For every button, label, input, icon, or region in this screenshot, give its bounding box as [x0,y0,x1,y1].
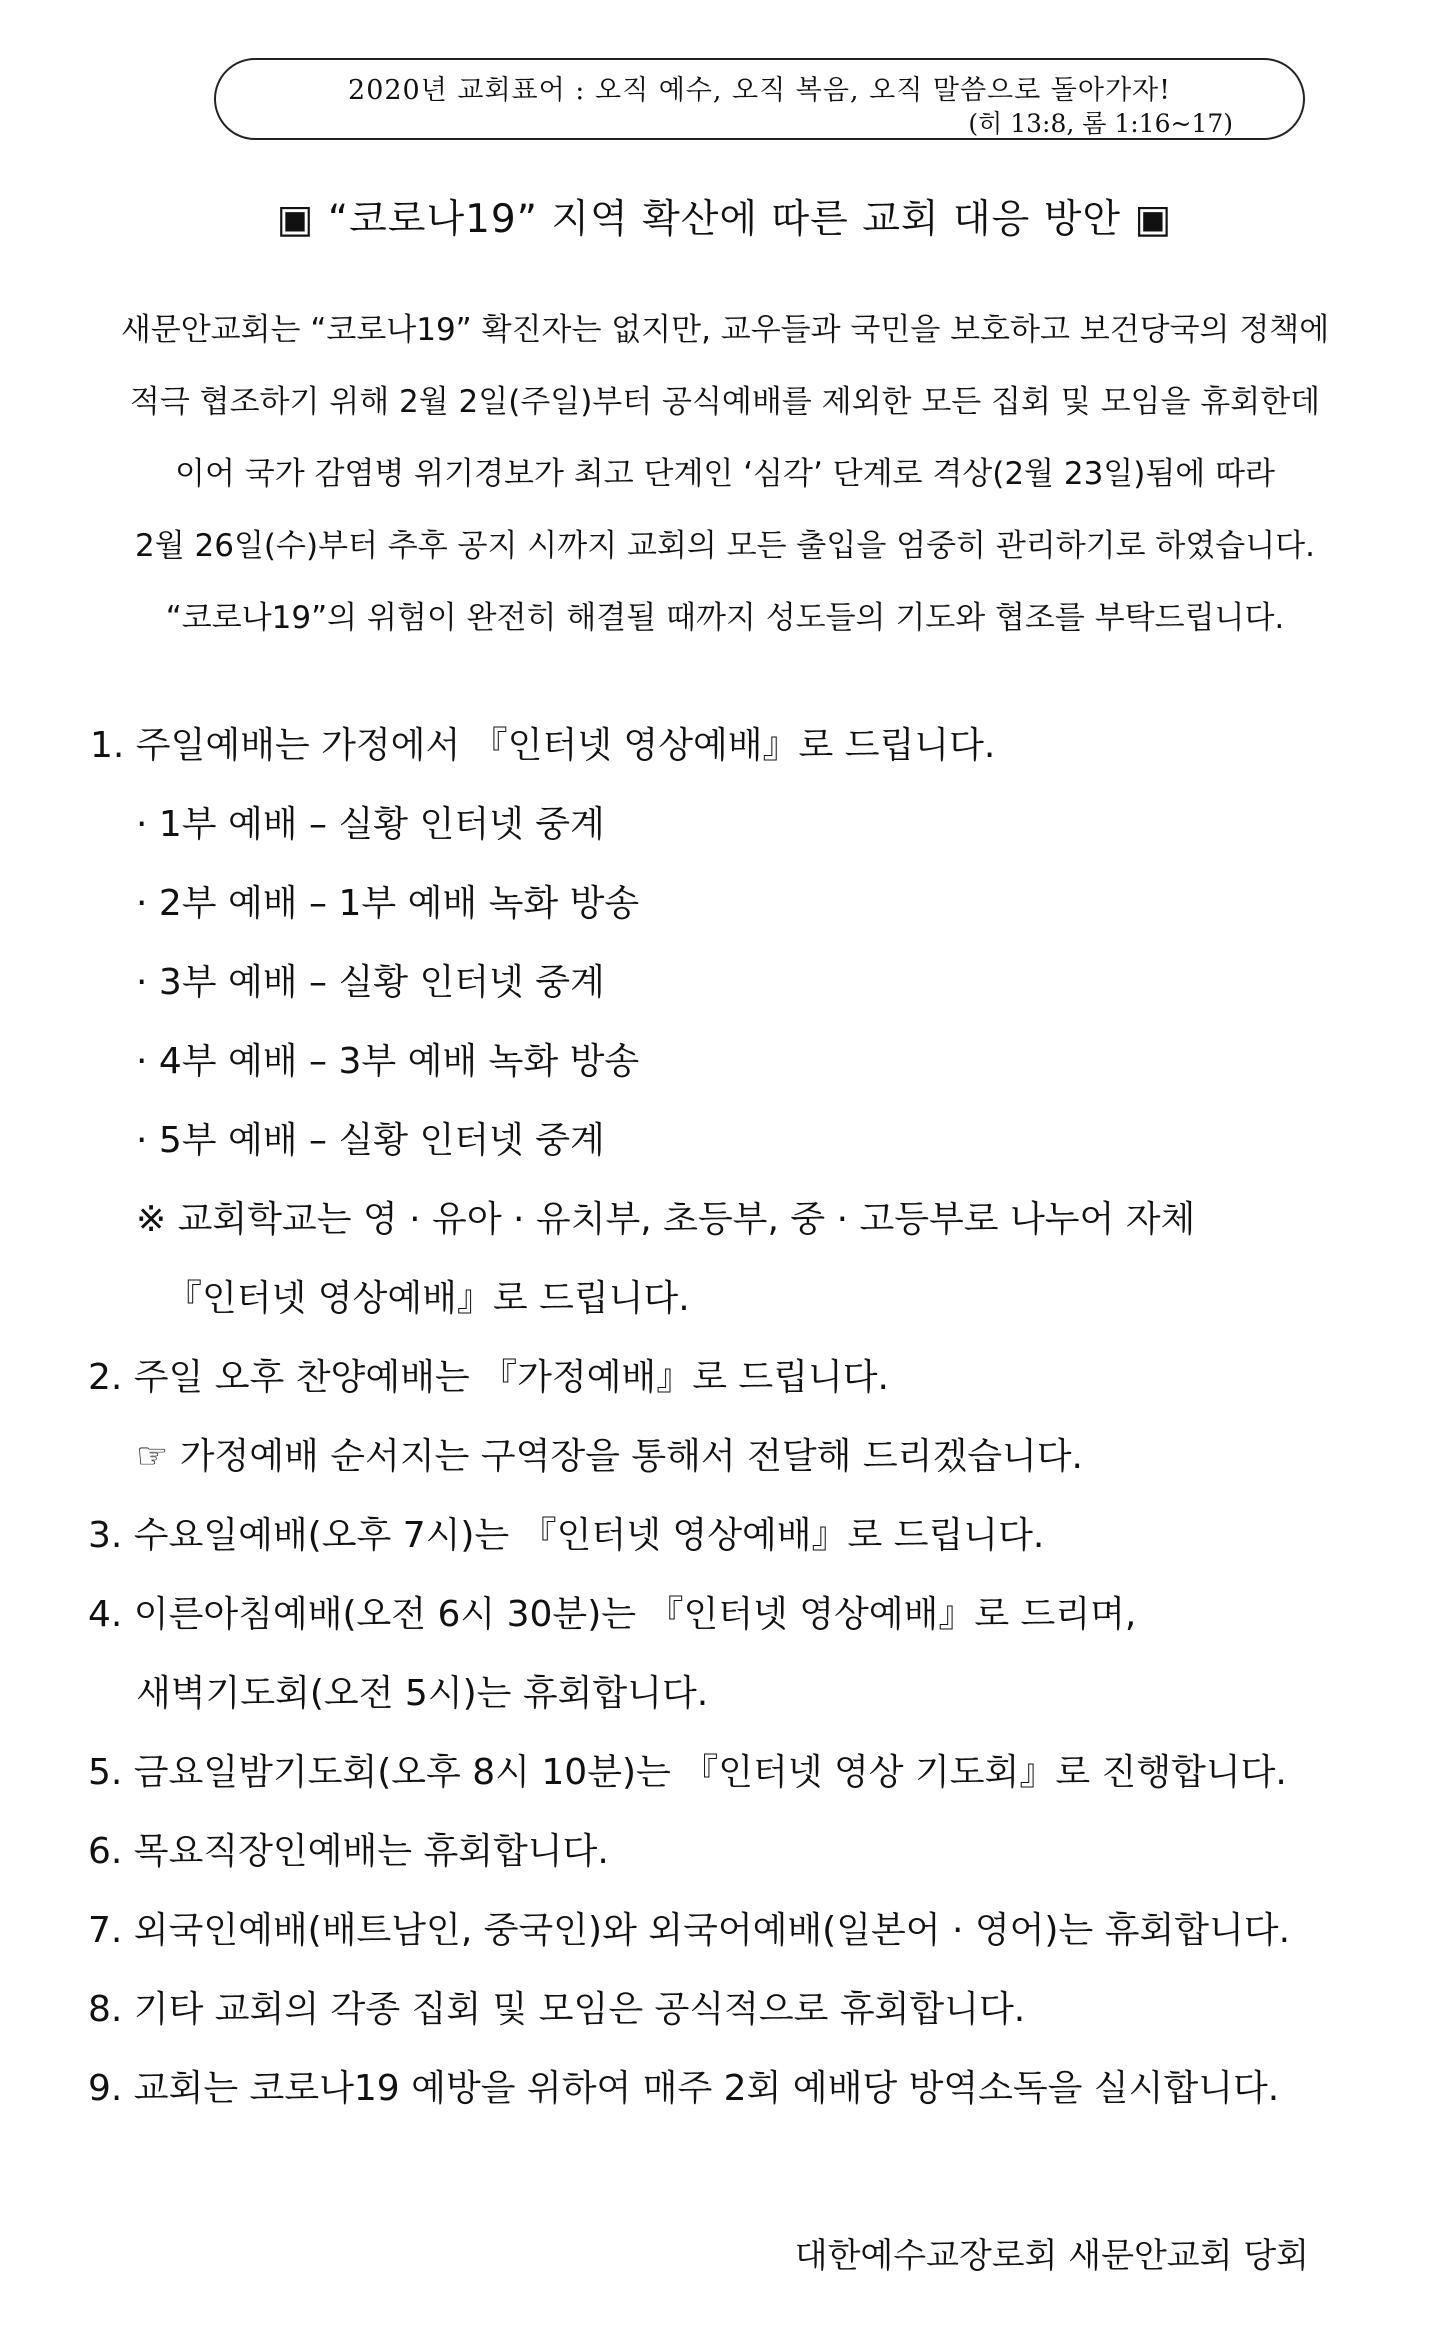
intro-line: 적극 협조하기 위해 2월 2일(주일)부터 공식예배를 제외한 모든 집회 및 모임을 휴회한데 [129,384,1321,420]
intro-line: “코로나19”의 위험이 완전히 해결될 때까지 성도들의 기도와 협조를 부탁드립니다. [165,600,1285,636]
list-subitem: · 2부 예배 – 1부 예배 녹화 방송 [136,883,640,924]
list-item: 4. 이른아침예배(오전 6시 30분)는 『인터넷 영상예배』로 드리며, [88,1594,1137,1635]
list-item: 3. 수요일예배(오후 7시)는 『인터넷 영상예배』로 드립니다. [88,1515,1045,1556]
motto-box [214,58,1305,140]
motto-text: 2020년 교회표어 : 오직 예수, 오직 복음, 오직 말씀으로 돌아가자! [348,75,1171,106]
page-title: ▣ “코로나19” 지역 확산에 따른 교회 대응 방안 ▣ [276,197,1173,242]
intro-line: 새문안교회는 “코로나19” 확진자는 없지만, 교우들과 국민을 보호하고 보건당국의 정책에 [120,312,1330,348]
list-item: 9. 교회는 코로나19 예방을 위하여 매주 2회 예배당 방역소독을 실시합니다. [88,2068,1280,2109]
list-subitem: · 1부 예배 – 실황 인터넷 중계 [136,804,605,845]
list-note: ☞ 가정예배 순서지는 구역장을 통해서 전달해 드리겠습니다. [136,1436,1084,1477]
list-note: ※ 교회학교는 영 · 유아 · 유치부, 초등부, 중 · 고등부로 나누어 자체 [136,1199,1196,1240]
intro-line: 2월 26일(수)부터 추후 공지 시까지 교회의 모든 출입을 엄중히 관리하기로 하였습니다. [135,528,1315,564]
list-item: 2. 주일 오후 찬양예배는 『가정예배』로 드립니다. [88,1357,889,1398]
motto-reference: (히 13:8, 롬 1:16~17) [968,109,1233,138]
list-subitem: · 5부 예배 – 실황 인터넷 중계 [136,1120,605,1161]
list-item: 1. 주일예배는 가정에서 『인터넷 영상예배』로 드립니다. [90,725,996,766]
list-item: 8. 기타 교회의 각종 집회 및 모임은 공식적으로 휴회합니다. [88,1989,1026,2030]
intro-paragraph [60,294,1390,654]
list-subitem: · 4부 예배 – 3부 예배 녹화 방송 [136,1041,640,1082]
signature: 대한예수교장로회 새문안교회 당회 [794,2236,1309,2276]
notice-list [88,706,1408,2128]
list-item: 5. 금요일밤기도회(오후 8시 10분)는 『인터넷 영상 기도회』로 진행합니다. [88,1752,1287,1793]
list-item-continued: 새벽기도회(오전 5시)는 휴회합니다. [136,1673,709,1714]
list-note-continued: 『인터넷 영상예배』로 드립니다. [166,1278,690,1319]
list-item: 6. 목요직장인예배는 휴회합니다. [88,1831,609,1872]
list-subitem: · 3부 예배 – 실황 인터넷 중계 [136,962,605,1003]
list-item: 7. 외국인예배(배트남인, 중국인)와 외국어예배(일본어 · 영어)는 휴회합니다. [88,1910,1291,1951]
intro-line: 이어 국가 감염병 위기경보가 최고 단계인 ‘심각’ 단계로 격상(2월 23일)됨에 따라 [175,456,1275,492]
